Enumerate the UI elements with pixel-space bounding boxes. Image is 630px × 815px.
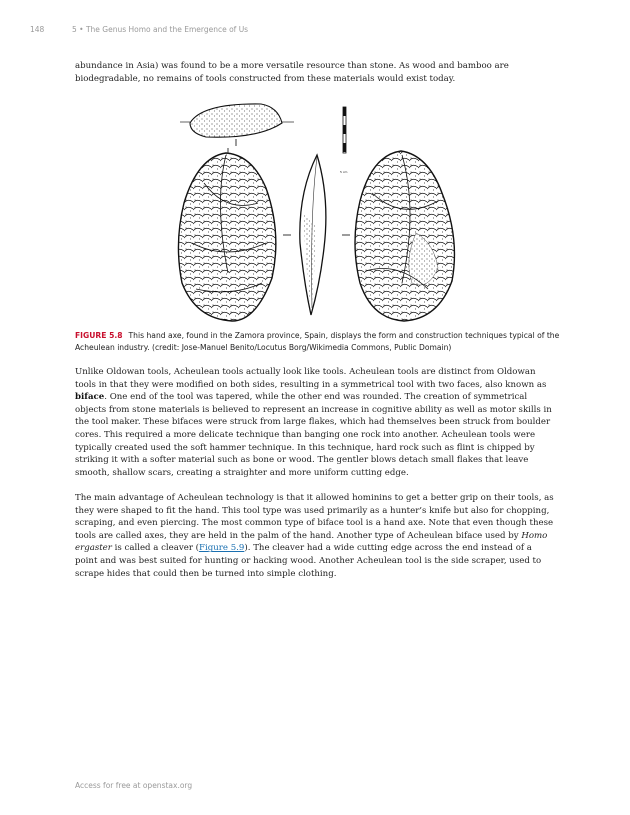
front-face-view (178, 148, 275, 321)
paragraph-acheulean-tools (75, 366, 555, 479)
paragraph-text-part-3: ). The cleaver had a wide cutting edge across the end instead of a point and was best suited for hunting or hacking wood. Another Acheulean tool is the side scraper, used to scrape hides that could then be turned into simple clothing. (75, 543, 542, 579)
back-face-view (355, 151, 454, 321)
page-footer: Access for free at openstax.org (75, 781, 193, 790)
top-view-outline (180, 104, 294, 146)
figure-hand-axe (166, 93, 464, 325)
scale-label: 5 cm (340, 170, 348, 174)
paragraph-text-part-2: is called a cleaver ( (111, 543, 200, 554)
scale-bar (340, 107, 348, 174)
species-name: Homo ergaster (75, 530, 548, 554)
figure-caption-text: This hand axe, found in the Zamora province, Spain, displays the form and construction techniques typical of the Acheulean industry. (credit: Jose-Manuel Benito/Locutus Borg/Wikimedia Commons, Public Domain) (75, 331, 560, 353)
paragraph-text-after-term: . One end of the tool was tapered, while the other end was rounded. The creation of symmetrical objects from stone materials is believed to represent an increase in cognitive ability as well as motor skills in the tool maker. These bifaces were struck from large flakes, which had themselves been struck from boulder cores. This required a more delicate technique than banging one rock into another. Acheulean tools were typically created used the soft hammer technique. In this technique, hard rock such as flint is chipped by striking it with a softer material such as bone or wood. The gentler blows detach small flakes that leave smooth, shallow scars, creating a straighter and more uniform cutting edge. (75, 392, 552, 478)
paragraph-text-before-term: Unlike Oldowan tools, Acheulean tools actually look like tools. Acheulean tools are distinct from Oldowan tools in that they were modified on both sides, resulting in a symmetrical tool with two faces, also known as (75, 367, 547, 390)
paragraph-acheulean-advantage (75, 492, 555, 580)
hand-axe-illustration (166, 93, 464, 325)
paragraph-text-part-1: The main advantage of Acheulean technology is that it allowed hominins to get a better grip on their tools, as they were shaped to fit the hand. This tool type was used primarily as a hunter’s knife but also for chopping, scraping, and even piercing. The most common type of biface tool is a hand axe. Note that even though these tools are called axes, they are held in the palm of the hand. Another type of Acheulean biface used by (75, 493, 554, 541)
figure-caption (75, 330, 560, 354)
side-profile-view (300, 155, 326, 315)
figure-5-9-link[interactable]: Figure 5.9 (199, 543, 245, 554)
chapter-title: 5 • The Genus Homo and the Emergence of Us (72, 25, 249, 34)
figure-label: FIGURE 5.8 (75, 331, 123, 340)
running-header (30, 25, 248, 34)
paragraph-intro: abundance in Asia) was found to be a more versatile resource than stone. As wood and bamboo are biodegradable, no remains of tools constructed from these materials would exist today. (75, 61, 509, 84)
page-number: 148 (30, 25, 45, 34)
key-term-biface: biface (75, 392, 105, 403)
